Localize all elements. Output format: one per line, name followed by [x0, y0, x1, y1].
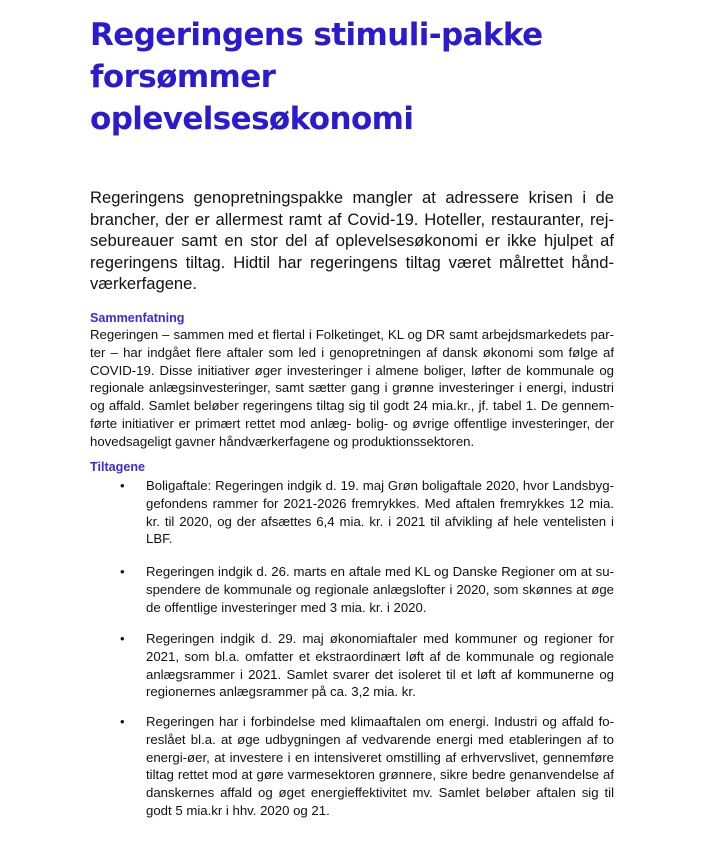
list-item-text: Regeringen indgik d. 26. marts en aftale med KL og Danske Regioner om at suspendere de kommunale og regionale anlægslofter i 2020, som skønnes at øge de offentlige investeringer med 3 mia. kr. i 2020.	[146, 564, 614, 615]
bullet-icon: •	[120, 631, 125, 646]
bullet-icon: •	[120, 564, 125, 579]
section-heading-tiltagene: Tiltagene	[90, 460, 146, 474]
title-line-3: oplevelsesøkonomi	[90, 101, 414, 137]
list-item-text: Boligaftale: Regeringen indgik d. 19. maj Grøn boligaftale 2020, hvor Landsbyggefondens rammer for 2021-2026 fremrykkes. Med aftalen fremrykkes 12 mia. kr. til 2020, og der afsættes 6,4 mia. kr. i 2021 til afvikling af hele ventelisten i LBF.	[146, 478, 614, 547]
bullet-icon: •	[120, 478, 125, 493]
list-item-text: Regeringen har i forbindelse med klimaaftalen om energi. Industri og affald foreslået bl.a. at øge udbygningen af vedvarende energi med etableringen af to energi-øer, at investere i en intensiveret omstilling af erhvervslivet, gennemføre tiltag rettet mod at gøre varmesektoren grønnere, sikre bedre genanvendelse af danskernes affald og øget energieffektivitet mv. Samlet beløber aftalen sig til godt 5 mia.kr i hhv. 2020 og 21.	[146, 714, 614, 818]
page-title	[90, 14, 630, 140]
title-line-1: Regeringens stimuli-pakke	[90, 17, 543, 53]
section-heading-sammenfatning: Sammenfatning	[90, 311, 185, 325]
summary-paragraph: Regeringen – sammen med et flertal i Folketinget, KL og DR samt arbejdsmarkedets parter – har indgået flere aftaler som led i genopretningen af dansk økonomi som følge af COVID-19. Disse initiativer øger investeringer i almene boliger, løfter de kommunale og regionale anlægsinvesteringer, samt sætter gang i grønne investeringer i energi, industri og affald. Samlet beløber regeringens tiltag sig til godt 24 mia.kr., jf. tabel 1. De gennemførte initiativer er primært rettet mod anlæg- bolig- og øvrige offentlige investeringer, der hovedsageligt gavner håndværkerfagene og produktionssektoren.	[90, 327, 614, 449]
list-item-text: Regeringen indgik d. 29. maj økonomiaftaler med kommuner og regioner for 2021, som bl.a. omfatter et ekstraordinært løft af de kommunale og regionale anlægsrammer i 2021. Samlet svarer det isoleret til et løft af kommunerne og regionernes anlægsrammer på ca. 3,2 mia. kr.	[146, 631, 614, 700]
title-line-2: forsømmer	[90, 59, 276, 95]
lead-paragraph: Regeringens genopretningspakke mangler at adressere krisen i de brancher, der er allermest ramt af Covid-19. Hoteller, restauranter, rejsebureauer samt en stor del af oplevelsesøkonomi er ikke hjulpet af regeringens tiltag. Hidtil har regeringens tiltag været målrettet håndværkerfagene.	[90, 188, 614, 293]
bullet-icon: •	[120, 714, 125, 729]
